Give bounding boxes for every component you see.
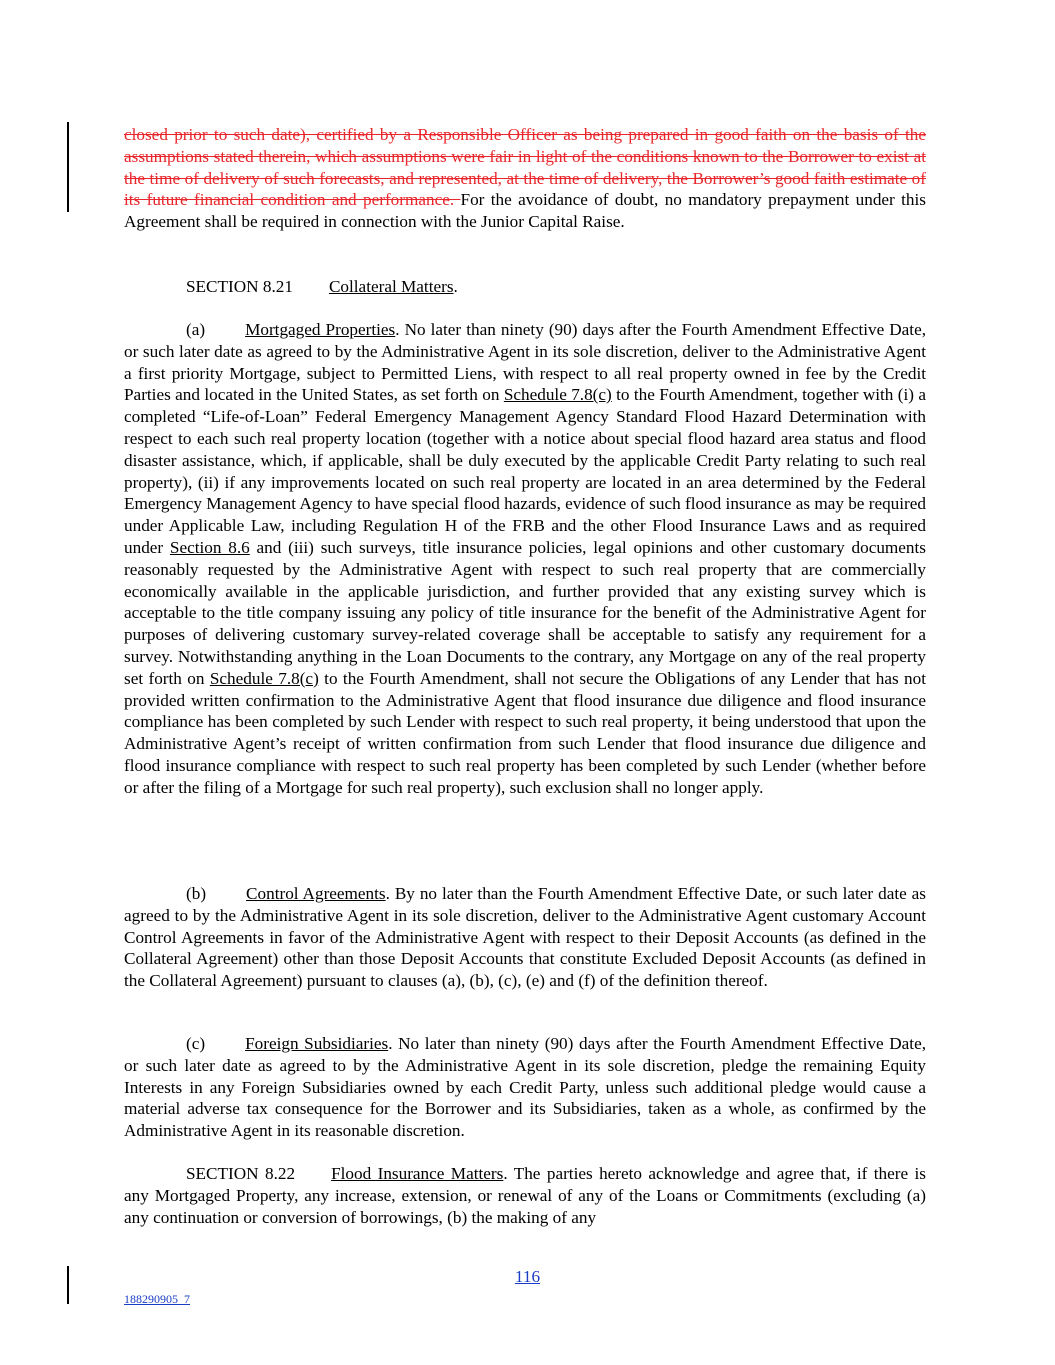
paragraph-heading: Foreign Subsidiaries [245,1034,389,1053]
intro-text: For the avoidance of doubt, no mandatory prepayment under this Agreement shall be required in connection with the Junior Capital Raise. [124,190,926,232]
paragraph-label: (c) [186,1034,206,1053]
paragraph-heading: Mortgaged Properties [245,320,396,339]
section-number: SECTION 8.21 [186,277,293,296]
paragraph-heading: Control Agreements [246,884,386,903]
paragraph-a: (a) Mortgaged Properties. No later than ninety (90) days after the Fourth Amendment Effective Date, or such later date as agreed to by the Administrative Agent in its sole discretion, deliver to the Administrative Agent a first priority Mortgage, subject to Permitted Liens, with respect to all real property owned in fee by the Credit Parties and located in the United States, as set forth on Schedule 7.8(c) to the Fourth Amendment, together with (i) a completed “Life-of-Loan” Federal Emergency Management Agency Standard Flood Hazard Determination with respect to each such real property location (together with a notice about special flood hazard area status and flood disaster assistance, which, if applicable, shall be duly executed by the applicable Credit Party relating to such real property), (ii) if any improvements located on such real property are located in an area determined by the Federal Emergency Management Agency to have special flood hazards, evidence of such flood insurance as may be required under Applicable Law, including Regulation H of the FRB and the other Flood Insurance Laws and as required under Section 8.6 and (iii) such surveys, title insurance policies, legal opinions and other customary documents reasonably requested by the Administrative Agent with respect to such real property that are commercially economically available in the applicable jurisdiction, and further provided that any existing survey which is acceptable to the title company issuing any policy of title insurance for the benefit of the Administrative Agent for purposes of delivering customary survey-related coverage shall be acceptable to satisfy any requirement for a survey. Notwithstanding anything in the Loan Documents to the contrary, any Mortgage on any of the real property set forth on Schedule 7.8(c) to the Fourth Amendment, shall not secure the Obligations of any Lender that has not provided written confirmation to the Administrative Agent that flood insurance due diligence and flood insurance compliance has been completed by such Lender with respect to such real property, it being understood that upon the Administrative Agent’s receipt of written confirmation from such Lender that flood insurance due diligence and flood insurance compliance with respect to such real property has been completed by such Lender (whether before or after the filing of a Mortgage for such real property), such exclusion shall no longer apply. [124,320,927,797]
paragraph-label: (b) [186,884,207,903]
section-8-22: SECTION 8.22 Flood Insurance Matters. The parties hereto acknowledge and agree that, if there is any Mortgaged Property, any increase, extension, or renewal of any of the Loans or Commitments (excluding (a) any continuation or conversion of borrowings, (b) the making of any [124,1164,926,1227]
schedule-link[interactable]: Schedule 7.8(c) [209,668,319,688]
intro-paragraph [124,124,926,233]
paragraph-label: (a) [186,320,206,339]
change-bar-top [67,122,69,212]
paragraph-b: (b) Control Agreements. By no later than the Fourth Amendment Effective Date, or such later date as agreed to by the Administrative Agent in its sole discretion, deliver to the Administrative Agent customary Account Control Agreements in favor of the Administrative Agent with respect to their Deposit Accounts (as defined in the Collateral Agreement) other than those Deposit Accounts that constitute Excluded Deposit Accounts (as defined in the Collateral Agreement) pursuant to clauses (a), (b), (c), (e) and (f) of the definition thereof. [124,884,926,991]
deleted-text: closed prior to such date), certified by a Responsible Officer as being prepared in good faith on the basis of the assumptions stated therein, which assumptions were fair in light of the conditions known to the Borrower to exist at the time of delivery of such forecasts, and represented, at the time of delivery, the Borrower’s good faith estimate of its future financial condition and performance. [124,125,926,210]
schedule-link[interactable]: Schedule 7.8(c) [503,385,612,405]
section-title: Collateral Matters [328,277,454,296]
paragraph-c: (c) Foreign Subsidiaries. No later than ninety (90) days after the Fourth Amendment Effective Date, or such later date as agreed to by the Administrative Agent in its sole discretion, pledge the remaining Equity Interests in any Foreign Subsidiaries owned by each Credit Party, unless such additional pledge would cause a material adverse tax consequence for the Borrower and its Subsidiaries, taken as a whole, as confirmed by the Administrative Agent in its reasonable discretion. [124,1034,926,1141]
section-number: SECTION 8.22 [186,1164,296,1183]
section-link[interactable]: Section 8.6 [169,537,250,557]
document-id: 188290905_7 [124,1292,190,1306]
section-title: Flood Insurance Matters [331,1164,504,1183]
section-8-21-heading: SECTION 8.21 Collateral Matters. [186,277,458,296]
page-number: 116 [514,1267,541,1286]
